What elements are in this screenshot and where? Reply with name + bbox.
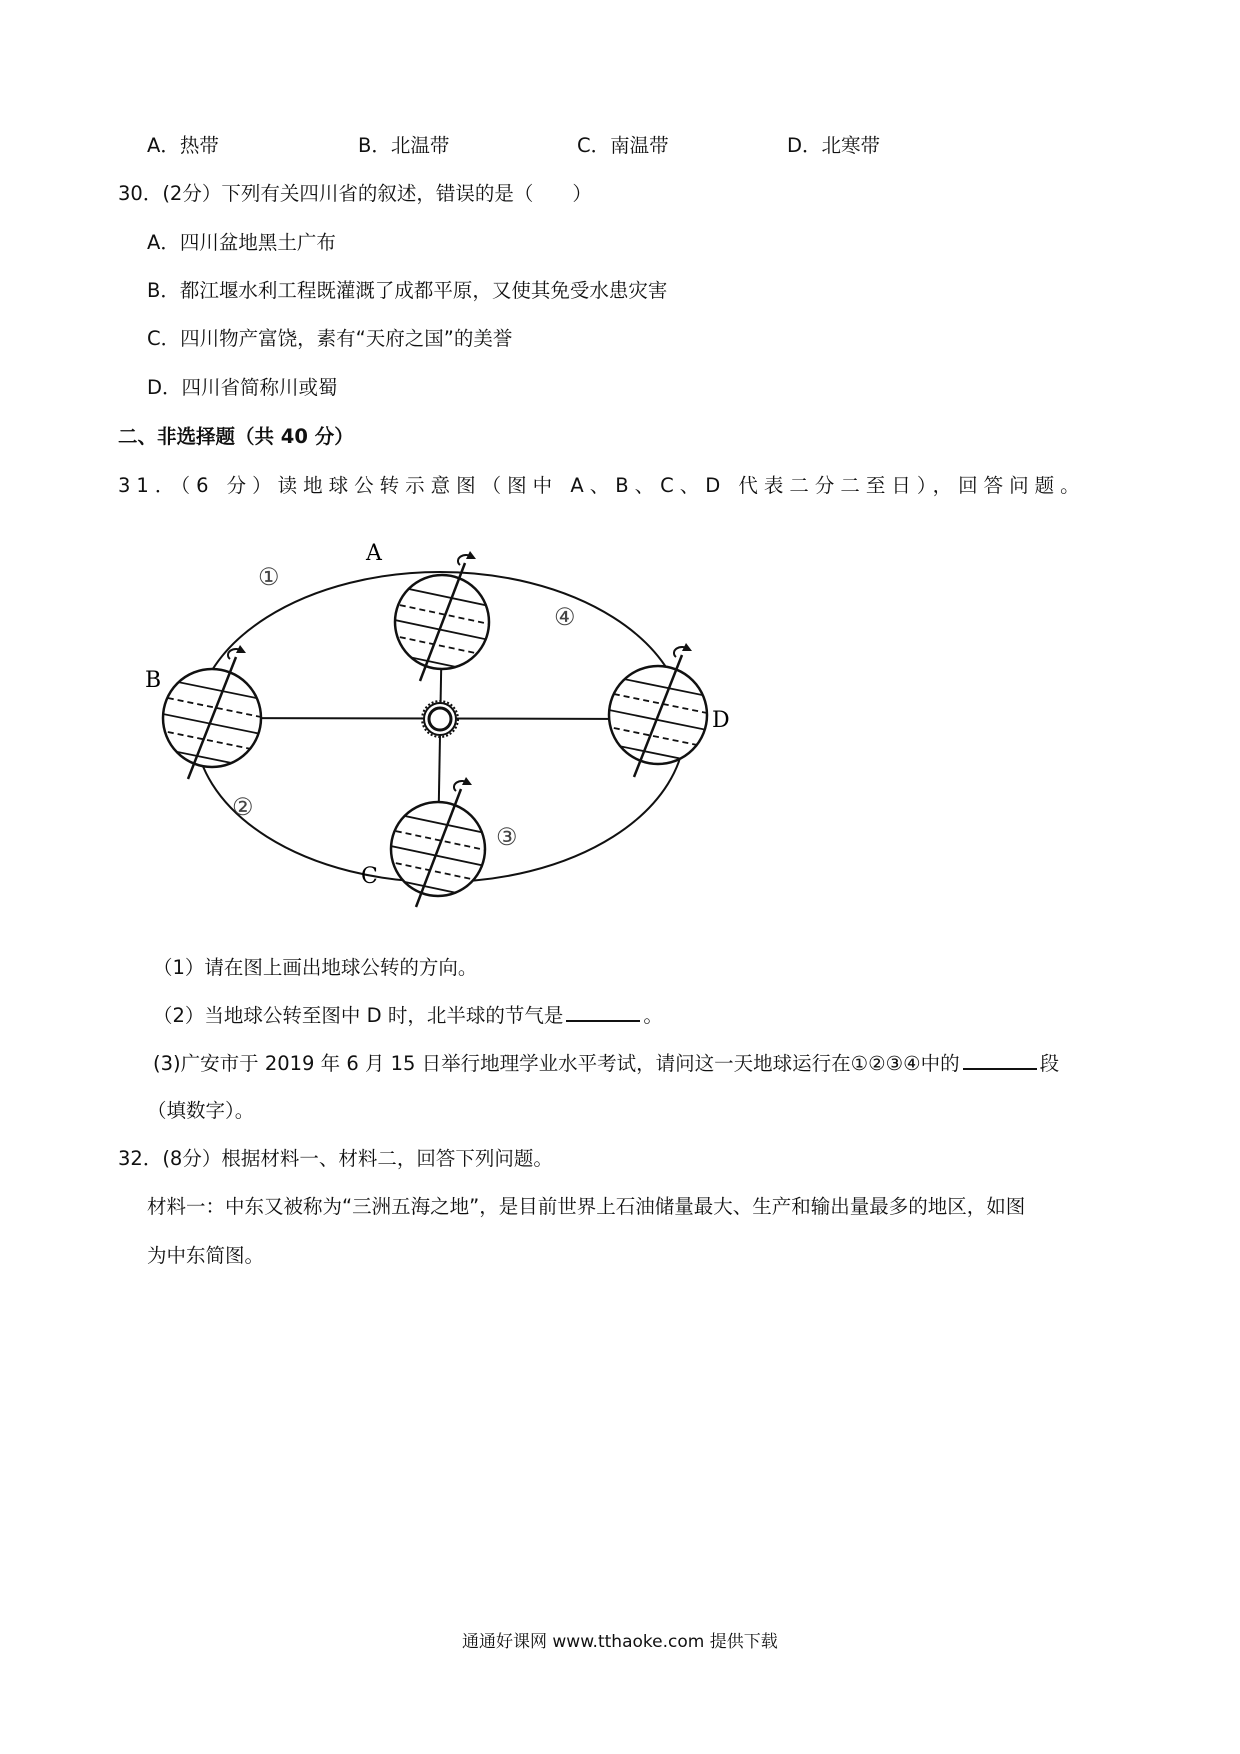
- page-footer: 通通好课网 www.tthaoke.com 提供下载: [462, 1632, 778, 1652]
- q32-material1-line1: 材料一：中东又被称为“三洲五海之地”，是目前世界上石油储量最大、生产和输出量最多的地区，如图: [147, 1195, 1026, 1218]
- q30-option-d: D．四川省简称川或蜀: [147, 376, 338, 399]
- q31-sub3-text: (3)广安市于 2019 年 6 月 15 日举行地理学业水平考试，请问这一天地球运行在①②③④中的: [153, 1052, 960, 1075]
- position-label-a: A: [366, 541, 382, 566]
- position-label-d: D: [712, 708, 730, 733]
- sun-icon: [422, 701, 458, 737]
- q29-option-d: D．北寒带: [787, 134, 881, 157]
- q31-sub3: [153, 1048, 1059, 1076]
- q31-sub2-end: 。: [643, 1004, 663, 1027]
- section-heading: 二、非选择题（共 40 分）: [118, 425, 354, 448]
- segment-label-3: ③: [496, 823, 518, 851]
- q31-sub2-answer-blank[interactable]: [566, 1000, 640, 1022]
- earth-globe-b: [158, 645, 266, 779]
- segment-label-2: ②: [232, 793, 254, 821]
- q30-option-c: C．四川物产富饶，素有“天府之国”的美誉: [147, 327, 513, 350]
- q30-stem: 30．(2分）下列有关四川省的叙述，错误的是（ ）: [118, 182, 592, 205]
- position-label-c: C: [361, 864, 378, 889]
- q31-sub3-line2: （填数字）。: [147, 1099, 255, 1122]
- q30-option-a: A．四川盆地黑土广布: [147, 231, 336, 254]
- segment-label-4: ④: [554, 603, 576, 631]
- earth-globe-d: [604, 643, 712, 777]
- earth-orbit-diagram: [140, 515, 780, 925]
- q29-option-a: A．热带: [147, 134, 219, 157]
- q32-material1-line2: 为中东简图。: [147, 1244, 265, 1267]
- q30-option-b: B．都江堰水利工程既灌溉了成都平原，又使其免受水患灾害: [147, 279, 668, 302]
- q32-stem: 32．(8分）根据材料一、材料二，回答下列问题。: [118, 1147, 553, 1170]
- q31-sub3-answer-blank[interactable]: [963, 1048, 1037, 1070]
- q31-sub1: （1）请在图上画出地球公转的方向。: [153, 956, 478, 979]
- q29-option-c: C．南温带: [577, 134, 669, 157]
- position-label-b: B: [145, 668, 162, 693]
- segment-label-1: ①: [258, 563, 280, 591]
- earth-globe-a: [390, 551, 494, 681]
- q31-sub3-end: 段: [1039, 1052, 1060, 1075]
- q31-sub2: [153, 1000, 663, 1028]
- q31-stem: 31．（6 分）读地球公转示意图（图中 A、B、C、D 代表二分二至日），回答问题。: [118, 474, 1086, 497]
- q29-option-b: B．北温带: [358, 134, 450, 157]
- q31-sub2-text: （2）当地球公转至图中 D 时，北半球的节气是: [153, 1004, 564, 1027]
